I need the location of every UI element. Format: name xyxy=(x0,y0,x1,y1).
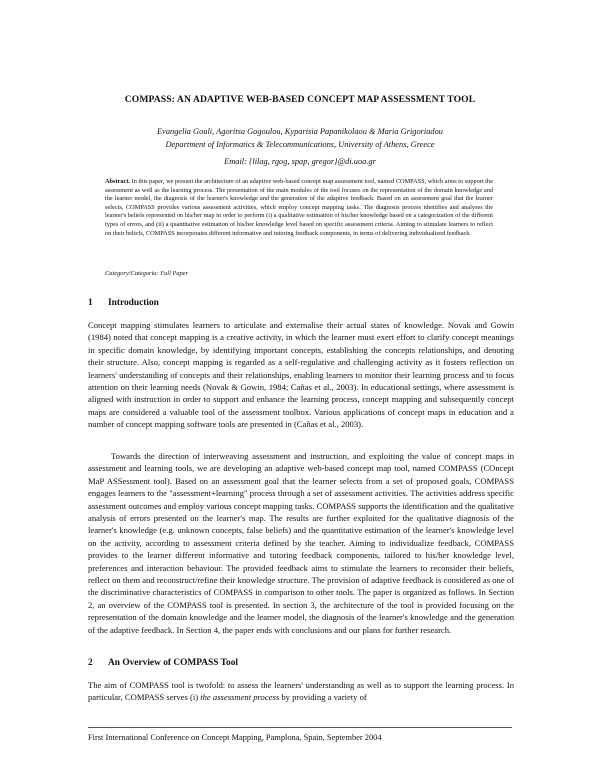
paragraph-text-start: The aim of COMPASS tool is twofold: to assess the learners' understanding as well as to support the learning process. In particular, COMPASS serves (i) xyxy=(88,680,514,703)
paragraph-overview-1 xyxy=(88,679,514,704)
section-title: Introduction xyxy=(108,298,159,308)
section-number: 2 xyxy=(88,658,93,668)
paper-title: COMPASS: AN ADAPTIVE WEB-BASED CONCEPT MAP ASSESSMENT TOOL xyxy=(124,94,476,105)
section-number: 1 xyxy=(88,298,93,308)
author-list: Evangelia Gouli, Agoritsa Gogoulou, Kyparisia Papanikolaou & Maria Grigoriadou xyxy=(157,127,443,136)
paragraph-intro-2 xyxy=(88,450,514,636)
abstract-text: In this paper, we present the architecture of an adaptive web-based concept map assessment tool, named COMPASS, which aims to support the assessment as well as the learning process. The presentation of the main modules of the tool focuses on the representation of the domain knowledge and the learner model, the diagnosis of the learner's knowledge and the generation of the adaptive feedback. Based on an assessment goal that the learner selects, COMPASS provides various assessment activities, which employ concept mapping tasks. The diagnosis process identifies and analyses the learner's beliefs represented on his/her map in order to perform (i) a qualitative estimation of his/her knowledge based on a categorization of the different types of errors, and (ii) a quantitative estimation of his/her knowledge level based on specific assessment criteria. Aiming to stimulate learners to reflect on their beliefs, COMPASS incorporates different informative and tutoring feedback components, in terms of delivering individualized feedback. xyxy=(105,178,493,237)
paragraph-text: Towards the direction of interweaving assessment and instruction, and exploiting the value of concept maps in assessment and learning tools, we are developing an adaptive web-based concept map tool, named COMPASS (COncept MaP ASSessment tool). Based on an assessment goal that the learner selects from a set of proposed goals, COMPASS engages learners to the "assessment+learning" process through a set of assessment activities. The activities address specific assessment outcomes and employ various concept mapping tasks. COMPASS supports the identification and the qualitative analysis of errors presented on the learner's map. The results are further exploited for the qualitative diagnosis of the learner's knowledge (e.g. unknown concepts, false beliefs) and the quantitative estimation of the learner's knowledge level on the activity, according to assessment criteria defined by the teacher. Aiming to individualize feedback, COMPASS provides to the learner different informative and tutoring feedback components, tailored to his/her knowledge level, preferences and interaction behaviour. The provided feedback aims to stimulate the learners to reconsider their beliefs, reflect on them and reconstruct/refine their knowledge structure. The provision of adaptive feedback is considered as one of the discriminative characteristics of COMPASS in comparison to other tools. The paper is organized as follows. In Section 2, an overview of the COMPASS tool is presented. In section 3, the architecture of the tool is provided focusing on the representation of the domain knowledge and the learner model, the diagnosis of the learner's knowledge and the generation of the adaptive feedback. In Section 4, the paper ends with conclusions and our plans for further research. xyxy=(88,451,514,635)
section-heading-introduction xyxy=(88,298,159,308)
email-line: Email: {lilag, rgog, spap, gregor}@di.uoa.gr xyxy=(224,157,376,166)
paragraph-text: Concept mapping stimulates learners to articulate and externalise their actual states of knowledge. Novak and Gowin (1984) noted that concept mapping is a creative activity, in which the learner must exert effort to clarify concept meanings in specific domain knowledge, by identifying important concepts, establishing the concepts relationships, and denoting their structure. Also, concept mapping is regarded as a self-regulative and challenging activity as it fosters reflection on learners' understanding of concepts and their relationships, enabling learners to monitor their learning process and to focus attention on their learning needs (Novak & Gowin, 1984; Cañas et al., 2003). In educational settings, where assessment is aligned with instruction in order to support and enhance the learning process, concept mapping and subsequently concept maps are considered a valuable tool of the assessment toolbox. Various applications of concept maps in education and a number of concept mapping software tools are presented in (Cañas et al., 2003). xyxy=(88,320,514,430)
paragraph-intro-1 xyxy=(88,319,514,431)
section-title: An Overview of COMPASS Tool xyxy=(108,658,239,668)
affiliation: Department of Informatics & Telecommunications, University of Athens, Greece xyxy=(165,140,435,149)
conference-footer: First International Conference on Concept Mapping, Pamplona, Spain, September 2004 xyxy=(88,733,382,742)
footer-rule xyxy=(88,727,512,728)
abstract-label: Abstract. xyxy=(105,178,131,185)
section-heading-overview xyxy=(88,658,238,668)
abstract-block xyxy=(105,178,493,238)
paragraph-text-end: by providing a variety of xyxy=(279,692,367,703)
paragraph-emphasis: the assessment process xyxy=(200,692,280,703)
paper-category: Category/Categoria: Full Paper xyxy=(105,270,189,277)
